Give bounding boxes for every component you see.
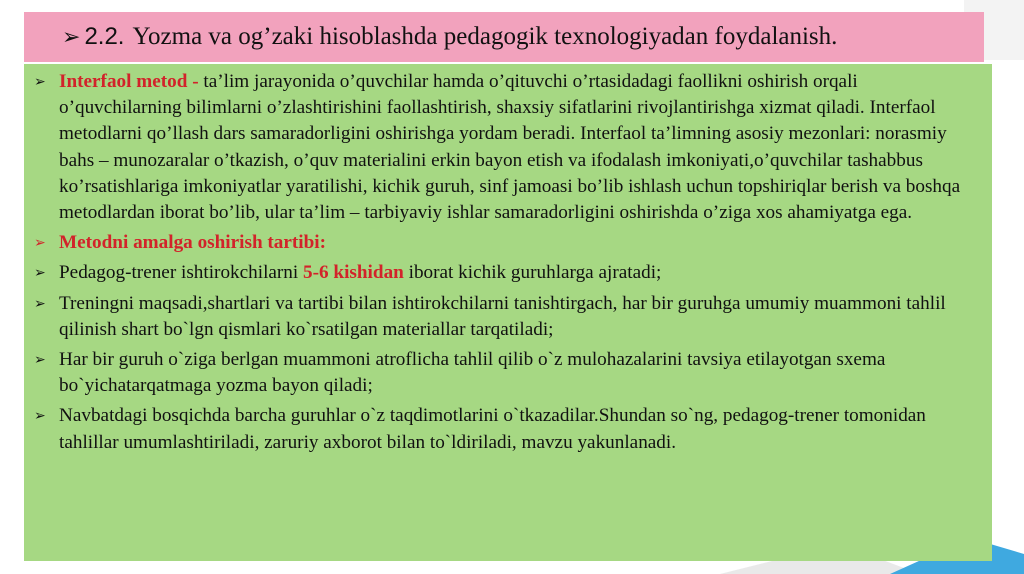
item-text: Pedagog-trener ishtirokchilarni: [59, 262, 304, 284]
slide-title: [24, 12, 984, 62]
item-text: Har bir guruh o`ziga berlgan muammoni atroflicha tahlil qilib o`z mulohazalarini tavsiya etilayotgan sxema bo`yichatarqatmaga yozma bayon qiladi;: [59, 349, 886, 397]
arrow-bullet-icon: ➢: [34, 74, 46, 90]
section-heading: Metodni amalga oshirish tartibi:: [59, 232, 327, 254]
list-item: [34, 230, 982, 256]
item-text: Navbatdagi bosqichda barcha guruhlar o`z taqdimotlarini o`tkazadilar.Shundan so`ng, pedagog-trener tomonidan tahlillar umumlashtiriladi, zaruriy axborot bilan to`ldiriladi, mavzu yakunlanadi.: [59, 405, 926, 453]
item-text: ta’lim jarayonida o’quvchilar hamda o’qituvchi o’rtasidadagi faollikni oshirish orqali o’quvchilarning bilimlarni o’zlashtirishini faollashtirish, shaxsiy sifatlarini rivojlantirishga xizmat qiladi. Interfaol metodlarni qo’llash dars samaradorligini oshirishga yordam beradi. Interfaol ta’limning asosiy mezonlari: norasmiy bahs – munozaralar o’tkazish, o’quv materialini erkin bayon etish va ifodalash imkoniyati,o’quvchilar tashabbus ko’rsatishlariga imkoniyatlar yaratilishi, kichik guruh, sinf jamoasi bo’lib ishlash uchun topshiriqlar berish va boshqa metodlardan iborat bo’lib, ular ta’lim – tarbiyaviy ishlar samaradorligini oshirishda o’ziga xos ahamiyatga ega.: [59, 71, 961, 224]
section-number: 2.2.: [84, 23, 125, 50]
title-text: Yozma va og’zaki hisoblashda pedagogik texnologiyadan foydalanish.: [132, 23, 838, 50]
arrow-bullet-icon: ➢: [34, 352, 46, 369]
item-text: iborat kichik guruhlarga ajratadi;: [403, 262, 662, 284]
list-item: [34, 69, 982, 226]
list-item: [34, 347, 982, 399]
item-text: Treningni maqsadi,shartlari va tartibi bilan ishtirokchilarni tanishtirgach, har bir guruhga umumiy muammoni tahlil qilinish shart bo`lgn qismlari ko`rsatilgan materiallar tarqatiladi;: [59, 292, 946, 340]
arrow-bullet-icon: ➢: [34, 235, 46, 252]
group-size-highlight: 5-6 kishidan: [303, 262, 404, 284]
term-highlight: Interfaol metod -: [59, 71, 204, 92]
list-item: [34, 260, 982, 286]
arrow-bullet-icon: ➢: [34, 295, 46, 312]
arrow-bullet-icon: ➢: [62, 24, 81, 50]
list-item: [34, 291, 982, 343]
content-box: [24, 64, 992, 561]
list-item: [34, 403, 982, 455]
arrow-bullet-icon: ➢: [34, 265, 46, 282]
arrow-bullet-icon: ➢: [34, 408, 46, 425]
